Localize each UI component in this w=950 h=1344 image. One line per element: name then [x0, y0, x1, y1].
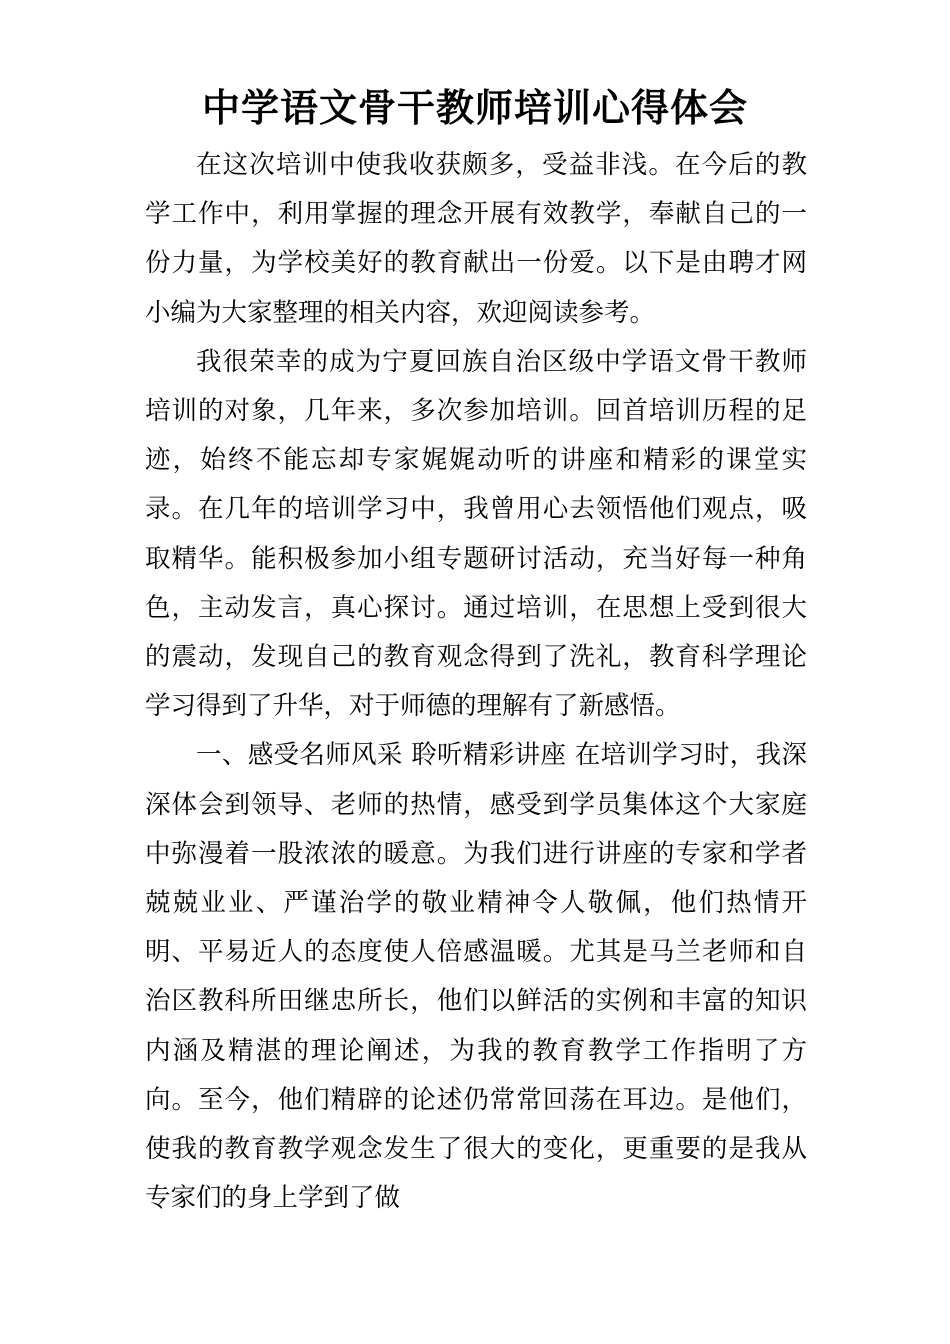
- paragraph-training-experience: 我很荣幸的成为宁夏回族自治区级中学语文骨干教师培训的对象，几年来，多次参加培训。回首培训历程的足迹，始终不能忘却专家娓娓动听的讲座和精彩的课堂实录。在几年的培训学习中，我曾用心去领悟他们观点，吸取精华。能积极参加小组专题研讨活动，充当好每一种角色，主动发言，真心探讨。通过培训，在思想上受到很大的震动，发现自己的教育观念得到了洗礼，教育科学理论学习得到了升华，对于师德的理解有了新感悟。: [145, 346, 807, 722]
- paragraph-section-one: 一、感受名师风采 聆听精彩讲座 在培训学习时，我深深体会到领导、老师的热情，感受到学员集体这个大家庭中弥漫着一股浓浓的暖意。为我们进行讲座的专家和学者兢兢业业、严谨治学的敬业精神令人敬佩，他们热情开明、平易近人的态度使人倍感温暖。尤其是马兰老师和自治区教科所田继忠所长，他们以鲜活的实例和丰富的知识内涵及精湛的理论阐述，为我的教育教学工作指明了方向。至今，他们精辟的论述仍常常回荡在耳边。是他们，使我的教育教学观念发生了很大的变化，更重要的是我从专家们的身上学到了做: [145, 740, 807, 1214]
- paragraph-intro: 在这次培训中使我收获颇多，受益非浅。在今后的教学工作中，利用掌握的理念开展有效教学，奉献自己的一份力量，为学校美好的教育献出一份爱。以下是由聘才网小编为大家整理的相关内容，欢迎阅读参考。: [145, 150, 807, 328]
- document-title: 中学语文骨干教师培训心得体会: [201, 85, 748, 130]
- document-body: [145, 141, 807, 1223]
